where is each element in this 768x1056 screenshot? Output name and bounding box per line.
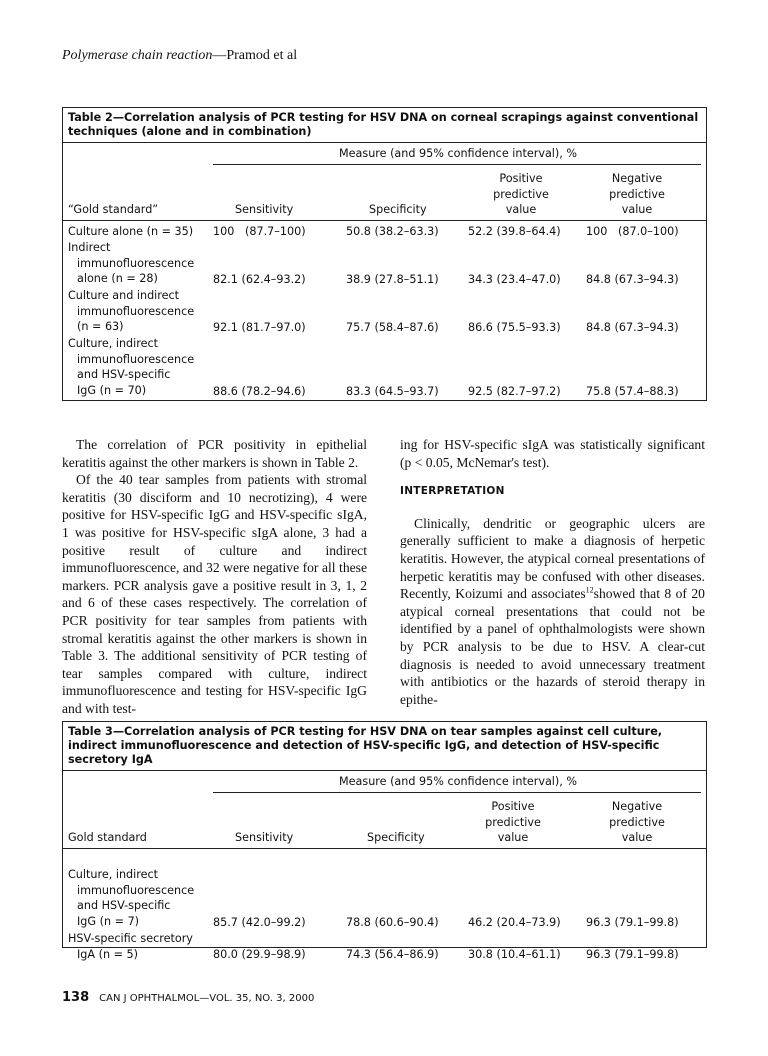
- body-paragraph: Clinically, dendritic or geographic ulcers are generally sufficient to make a diagnosis of herpetic keratitis. However, the atypical corneal presentations of herpetic keratitis may be confused with other diseases. Recently, Koizumi and associates$^{12}$showed that 8 of 20 atypical corneal presentations that could not be identified by a panel of ophthalmologists were shown by PCR analysis to be due to HSV. A clear-cut diagnosis is needed to avoid unnecessary treatment with antibiotics or the hazards of steroid therapy in epithe-: [400, 515, 705, 707]
- table-2-header-rule: [63, 220, 706, 221]
- table-2-cell-ppv: 86.6 (75.5–93.3): [468, 321, 561, 334]
- body-paragraph: Of the 40 tear samples from patients with stromal keratitis (30 disciform and 10 necrotizing), 4 were positive for HSV-specific IgG and HSV-specific sIgA, 1 was positive for HSV-specific sIgA alone, 3 had a positive result of culture and indirect immunofluorescence, and 32 were negative for all these markers. PCR analysis gave a positive result in 3, 1, 2 and 6 of these cases respectively. The correlation of PCR positivity for tear samples from patients with stromal keratitis against the other markers is shown in Table 3. The additional sensitivity of PCR testing of tear samples compared with culture, indirect immunofluorescence and testing for HSV-specific IgG and with test-: [62, 472, 367, 716]
- table-3-header-rule: [63, 848, 706, 849]
- table-2-header-npv: Negative predictive value: [609, 172, 665, 216]
- table-2-cell-ppv: 52.2 (39.8–64.4): [468, 225, 561, 238]
- body-paragraph: The correlation of PCR positivity in epithelial keratitis against the other markers is shown in Table 2.: [62, 437, 367, 470]
- table-3-row-label: HSV-specific secretory IgA (n = 5): [68, 932, 193, 961]
- table-3-cell-spec: 78.8 (60.6–90.4): [346, 916, 439, 929]
- page-number: 138: [62, 990, 90, 1005]
- table-2-cell-npv: 84.8 (67.3–94.3): [586, 321, 679, 334]
- body-paragraph: ing for HSV-specific sIgA was statistically significant (p < 0.05, McNemar's test).: [400, 437, 705, 470]
- table-2-group-header: Measure (and 95% confidence interval), %: [338, 147, 578, 160]
- table-2-row-label: Culture and indirect immunofluorescence (n = 63): [68, 289, 195, 333]
- table-3-header-ppv: Positive predictive value: [485, 800, 541, 844]
- table-2-bottom-rule: [63, 400, 706, 401]
- table-3-cell-ppv: 30.8 (10.4–61.1): [468, 948, 561, 961]
- table-3-body: [63, 771, 706, 961]
- table-3-cell-spec: 74.3 (56.4–86.9): [346, 948, 439, 961]
- table-3-row-label: Culture, indirect immunofluorescence and HSV-specific IgG (n = 7): [68, 868, 195, 928]
- table-2-cell-sens: 88.6 (78.2–94.6): [213, 385, 306, 398]
- table-2-cell-spec: 83.3 (64.5–93.7): [346, 385, 439, 398]
- table-2-header-sensitivity: Sensitivity: [235, 203, 294, 216]
- table-2-cell-ppv: 34.3 (23.4–47.0): [468, 273, 561, 286]
- table-2-cell-spec: 75.7 (58.4–87.6): [346, 321, 439, 334]
- table-2: [62, 107, 707, 401]
- table-2-cell-spec: 50.8 (38.2–63.3): [346, 225, 439, 238]
- table-3-header-sensitivity: Sensitivity: [235, 831, 294, 844]
- table-2-group-rule: [213, 164, 701, 165]
- table-3-cell-sens: 85.7 (42.0–99.2): [213, 916, 306, 929]
- table-3-cell-sens: 80.0 (29.9–98.9): [213, 948, 306, 961]
- table-3-title: Table 3—Correlation analysis of PCR testing for HSV DNA on tear samples against cell culture, indirect immunofluorescence and detection of HSV-specific IgG, and detection of HSV-specific secretory IgA: [63, 722, 706, 771]
- table-2-cell-sens: 100 (87.7–100): [213, 225, 306, 238]
- table-2-cell-ppv: 92.5 (82.7–97.2): [468, 385, 561, 398]
- table-2-cell-sens: 92.1 (81.7–97.0): [213, 321, 306, 334]
- table-2-header-ppv: Positive predictive value: [493, 172, 549, 216]
- table-3-cell-npv: 96.3 (79.1–99.8): [586, 948, 679, 961]
- journal-citation: CAN J OPHTHALMOL—VOL. 35, NO. 3, 2000: [99, 993, 315, 1004]
- table-3-group-rule: [213, 792, 701, 793]
- table-2-header-specificity: Specificity: [369, 203, 427, 216]
- table-3-header-specificity: Specificity: [367, 831, 425, 844]
- table-3-cell-ppv: 46.2 (20.4–73.9): [468, 916, 561, 929]
- section-heading: INTERPRETATION: [400, 485, 505, 498]
- table-2-cell-spec: 38.9 (27.8–51.1): [346, 273, 439, 286]
- table-2-cell-sens: 82.1 (62.4–93.2): [213, 273, 306, 286]
- table-2-cell-npv: 84.8 (67.3–94.3): [586, 273, 679, 286]
- table-3-cell-npv: 96.3 (79.1–99.8): [586, 916, 679, 929]
- table-3-header-gold: Gold standard: [68, 831, 147, 844]
- page-footer: [62, 990, 314, 1005]
- table-3: [62, 721, 707, 961]
- table-2-header-gold: “Gold standard”: [68, 203, 159, 216]
- table-3-header-npv: Negative predictive value: [609, 800, 665, 844]
- body-column-left: [62, 436, 367, 718]
- table-2-row-label: Culture, indirect immunofluorescence and HSV-specific IgG (n = 70): [68, 337, 195, 397]
- reference-marker: 12: [585, 585, 594, 595]
- body-column-right: [400, 436, 705, 708]
- running-head: [62, 48, 297, 64]
- table-3-group-header: Measure (and 95% confidence interval), %: [338, 775, 578, 788]
- table-2-title: Table 2—Correlation analysis of PCR testing for HSV DNA on corneal scrapings against conventional techniques (alone and in combination): [63, 108, 706, 143]
- table-2-cell-npv: 75.8 (57.4–88.3): [586, 385, 679, 398]
- table-2-body: [63, 143, 706, 401]
- running-head-title: Polymerase chain reaction: [62, 48, 213, 63]
- table-2-cell-npv: 100 (87.0–100): [586, 225, 679, 238]
- running-head-authors: —Pramod et al: [212, 48, 298, 63]
- table-2-row-label: Culture alone (n = 35): [68, 225, 194, 238]
- table-2-row-label: Indirect immunofluorescence alone (n = 28): [68, 241, 195, 285]
